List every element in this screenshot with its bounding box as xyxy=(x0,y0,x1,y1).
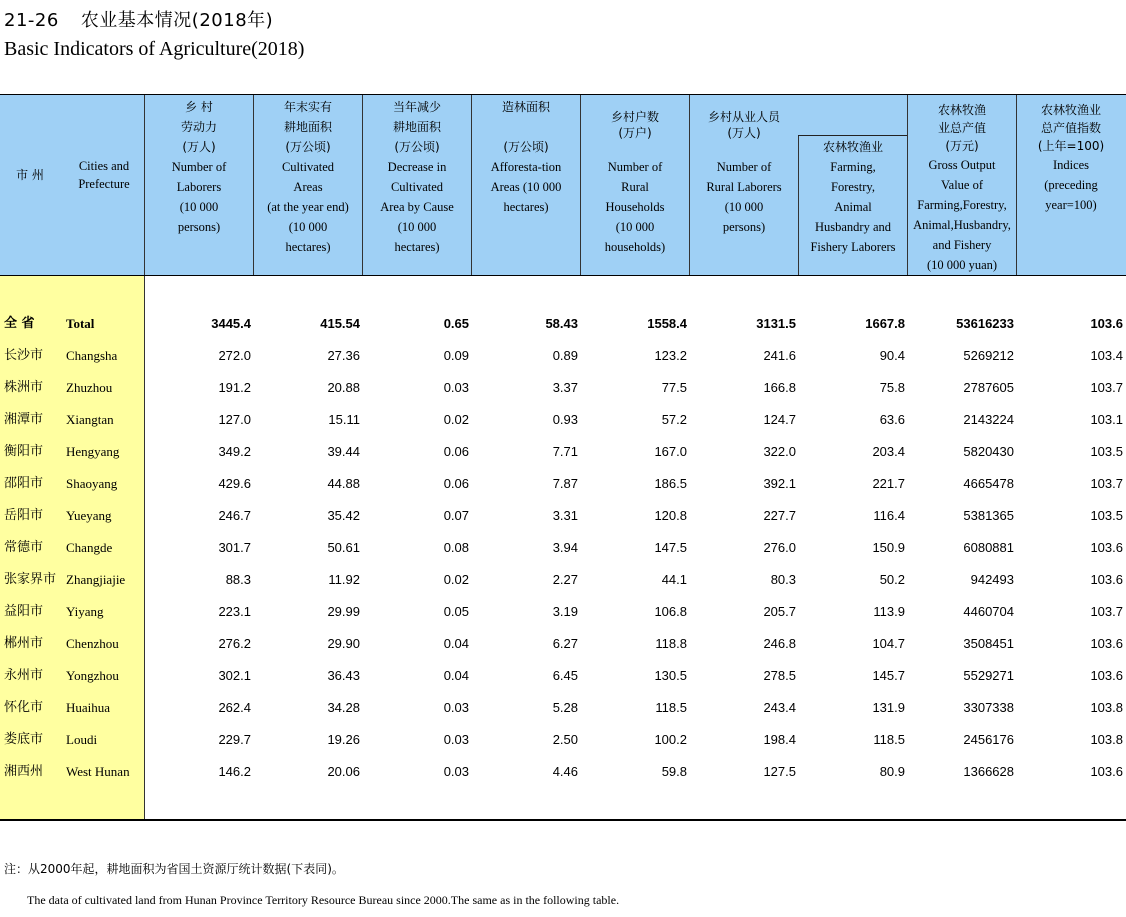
table-cell: 0.02 xyxy=(443,572,469,587)
header-divider xyxy=(144,95,145,275)
table-cell: 118.5 xyxy=(655,700,687,715)
header-divider xyxy=(907,95,908,275)
table-cell: 75.8 xyxy=(879,380,905,395)
table-cell: 50.61 xyxy=(327,540,360,555)
row-name-cn: 全 省 xyxy=(4,316,35,331)
h-c9-en3: year=100) xyxy=(1045,198,1097,212)
table-cell: 80.9 xyxy=(879,764,905,779)
header-divider xyxy=(253,95,254,275)
table-cell: 36.43 xyxy=(327,668,360,683)
table-cell: 5381365 xyxy=(963,508,1014,523)
h-c7-en1: Farming, xyxy=(830,160,876,174)
table-cell: 27.36 xyxy=(327,348,360,363)
h-c8-en2: Value of xyxy=(941,178,983,192)
table-cell: 429.6 xyxy=(218,476,251,491)
table-cell: 103.8 xyxy=(1090,732,1123,747)
header-divider xyxy=(689,95,690,275)
table-cell: 103.1 xyxy=(1090,412,1123,427)
row-name-en: Total xyxy=(66,316,95,331)
table-cell: 1366628 xyxy=(963,764,1014,779)
table-row xyxy=(0,628,1126,660)
h-c5-cn2: (万户) xyxy=(618,126,652,140)
table-cell: 80.3 xyxy=(770,572,796,587)
table-cell: 198.4 xyxy=(763,732,796,747)
row-name-en: Huaihua xyxy=(66,700,111,715)
h-c5-cn1: 乡村户数 xyxy=(610,110,659,124)
row-name-en: Shaoyang xyxy=(66,476,118,491)
table-cell: 127.0 xyxy=(218,412,251,427)
row-name-cn: 益阳市 xyxy=(4,604,44,619)
table-cell: 243.4 xyxy=(763,700,796,715)
h-c2-cn1: 年末实有 xyxy=(283,100,332,114)
table-cell: 278.5 xyxy=(763,668,796,683)
table-cell: 103.7 xyxy=(1090,604,1123,619)
table-cell: 1558.4 xyxy=(647,316,687,331)
table-cell: 4.46 xyxy=(552,764,578,779)
h-c2-en3: (at the year end) xyxy=(267,200,349,214)
table-row xyxy=(0,308,1126,340)
h-c3-en5: hectares) xyxy=(394,240,440,254)
table-row xyxy=(0,532,1126,564)
row-name-en: West Hunan xyxy=(66,764,130,779)
h-c4-en2: Areas (10 000 xyxy=(490,180,562,194)
table-cell: 118.5 xyxy=(873,732,905,747)
table-cell: 50.2 xyxy=(879,572,905,587)
table-number: 21-26 xyxy=(4,10,59,31)
h-c6-cn2: (万人) xyxy=(727,126,761,140)
table-cell: 77.5 xyxy=(661,380,687,395)
h-c7-en4: Husbandry and xyxy=(814,220,892,234)
header-col-afforestation xyxy=(472,97,580,277)
h-c1-cn1: 乡 村 xyxy=(185,100,213,114)
h-c1-en2: Laborers xyxy=(176,180,222,194)
h-c2-en4: (10 000 xyxy=(288,220,328,234)
row-name-cn: 娄底市 xyxy=(4,732,44,747)
table-cell: 5.28 xyxy=(552,700,578,715)
header-city-en-line2: Prefecture xyxy=(78,177,130,191)
row-name-en: Yongzhou xyxy=(66,668,119,683)
table-cell: 5529271 xyxy=(963,668,1014,683)
header-bottom-border xyxy=(0,275,1126,276)
row-name-cn: 郴州市 xyxy=(4,636,44,651)
table-cell: 0.03 xyxy=(443,764,469,779)
header-divider xyxy=(362,95,363,275)
h-c8-en1: Gross Output xyxy=(928,158,996,172)
h-c9-en2: (preceding xyxy=(1044,178,1098,192)
table-cell: 3.31 xyxy=(552,508,578,523)
table-cell: 3445.4 xyxy=(211,316,251,331)
table-cell: 3508451 xyxy=(963,636,1014,651)
table-cell: 276.2 xyxy=(218,636,251,651)
table-cell: 7.71 xyxy=(552,444,578,459)
table-cell: 2787605 xyxy=(963,380,1014,395)
h-c7-en5: Fishery Laborers xyxy=(810,240,896,254)
table-row xyxy=(0,564,1126,596)
h-c8-cn3: (万元) xyxy=(945,139,979,153)
row-name-cn: 永州市 xyxy=(4,668,44,683)
table-cell: 0.06 xyxy=(443,444,469,459)
h-c6-en2: Rural Laborers xyxy=(706,180,782,194)
table-cell: 6.45 xyxy=(552,668,578,683)
table-row xyxy=(0,756,1126,788)
header-col-rural-laborers xyxy=(690,107,798,287)
table-cell: 4665478 xyxy=(963,476,1014,491)
table-cell: 103.6 xyxy=(1090,316,1123,331)
table-cell: 2143224 xyxy=(963,412,1014,427)
table-cell: 5820430 xyxy=(963,444,1014,459)
table-cell: 0.03 xyxy=(443,700,469,715)
table-cell: 15.11 xyxy=(328,412,360,427)
table-row xyxy=(0,500,1126,532)
table-cell: 246.8 xyxy=(763,636,796,651)
table-row xyxy=(0,596,1126,628)
h-c9-cn2: 总产值指数 xyxy=(1040,121,1101,135)
table-cell: 123.2 xyxy=(654,348,687,363)
h-c6-cn1: 乡村从业人员 xyxy=(707,110,780,124)
h-c7-en2: Forestry, xyxy=(831,180,875,194)
table-cell: 116.4 xyxy=(873,508,905,523)
table-cell: 103.6 xyxy=(1090,572,1123,587)
table-cell: 942493 xyxy=(970,572,1014,587)
table-cell: 29.99 xyxy=(327,604,360,619)
table-cell: 146.2 xyxy=(218,764,251,779)
row-name-cn: 湘潭市 xyxy=(4,412,44,427)
table-cell: 103.4 xyxy=(1090,348,1123,363)
row-name-en: Changsha xyxy=(66,348,118,363)
header-col-laborers xyxy=(145,97,253,277)
table-row xyxy=(0,468,1126,500)
table-cell: 0.89 xyxy=(552,348,578,363)
table-cell: 229.7 xyxy=(218,732,251,747)
table-cell: 53616233 xyxy=(956,316,1014,331)
row-name-en: Yueyang xyxy=(66,508,112,523)
header-divider xyxy=(1016,95,1017,275)
h-c3-cn3: (万公顷) xyxy=(394,140,440,154)
row-name-en: Zhangjiajie xyxy=(66,572,126,587)
row-name-cn: 株洲市 xyxy=(4,380,44,395)
table-cell: 3.94 xyxy=(552,540,578,555)
table-cell: 1667.8 xyxy=(865,316,905,331)
table-cell: 113.9 xyxy=(873,604,905,619)
table-cell: 223.1 xyxy=(218,604,251,619)
table-cell: 272.0 xyxy=(218,348,251,363)
table-cell: 392.1 xyxy=(763,476,796,491)
table-cell: 2456176 xyxy=(963,732,1014,747)
row-name-cn: 怀化市 xyxy=(4,700,44,715)
table-cell: 29.90 xyxy=(327,636,360,651)
table-cell: 150.9 xyxy=(872,540,905,555)
table-title-en: Basic Indicators of Agriculture(2018) xyxy=(4,38,305,60)
table-cell: 147.5 xyxy=(654,540,687,555)
table-cell: 35.42 xyxy=(327,508,360,523)
h-c6-en1: Number of xyxy=(716,160,772,174)
table-cell: 63.6 xyxy=(879,412,905,427)
table-cell: 186.5 xyxy=(654,476,687,491)
table-row xyxy=(0,372,1126,404)
h-c1-cn2: 劳动力 xyxy=(180,120,217,134)
table-row xyxy=(0,660,1126,692)
row-name-cn: 衡阳市 xyxy=(4,444,44,459)
table-cell: 262.4 xyxy=(218,700,251,715)
header-col-gross-output xyxy=(908,101,1016,281)
h-c1-en4: persons) xyxy=(177,220,221,234)
row-name-en: Xiangtan xyxy=(66,412,114,427)
row-name-en: Changde xyxy=(66,540,113,555)
table-cell: 44.88 xyxy=(327,476,360,491)
h-c4-cn2: (万公顷) xyxy=(503,140,549,154)
row-name-en: Yiyang xyxy=(66,604,104,619)
table-cell: 167.0 xyxy=(654,444,687,459)
row-name-cn: 湘西州 xyxy=(4,764,44,779)
table-cell: 301.7 xyxy=(218,540,251,555)
h-c1-cn3: (万人) xyxy=(182,140,216,154)
table-cell: 205.7 xyxy=(763,604,796,619)
h-c2-en5: hectares) xyxy=(285,240,331,254)
table-cell: 415.54 xyxy=(320,316,360,331)
h-c8-cn2: 业总产值 xyxy=(937,121,986,135)
table-cell: 103.7 xyxy=(1090,476,1123,491)
h-c6-en4: persons) xyxy=(722,220,766,234)
header-col-cultivated xyxy=(254,97,362,277)
table-cell: 103.5 xyxy=(1090,444,1123,459)
table-cell: 3131.5 xyxy=(756,316,796,331)
row-name-en: Chenzhou xyxy=(66,636,119,651)
footnote-en: The data of cultivated land from Hunan Province Territory Resource Bureau since 2000.The same as in the following table. xyxy=(27,893,620,907)
row-name-cn: 张家界市 xyxy=(4,572,57,587)
table-cell: 131.9 xyxy=(872,700,905,715)
h-c3-en2: Cultivated xyxy=(390,180,444,194)
table-cell: 276.0 xyxy=(763,540,796,555)
table-cell: 166.8 xyxy=(763,380,796,395)
h-c8-en3: Farming,Forestry, xyxy=(917,198,1007,212)
table-cell: 100.2 xyxy=(654,732,687,747)
table-cell: 58.43 xyxy=(545,316,578,331)
table-bottom-border xyxy=(0,819,1126,821)
table-row xyxy=(0,436,1126,468)
h-c4-en3: hectares) xyxy=(503,200,549,214)
table-cell: 103.8 xyxy=(1090,700,1123,715)
table-cell: 3307338 xyxy=(963,700,1014,715)
table-cell: 103.5 xyxy=(1090,508,1123,523)
table-cell: 6080881 xyxy=(963,540,1014,555)
h-c3-cn1: 当年减少 xyxy=(392,100,441,114)
table-cell: 106.8 xyxy=(654,604,687,619)
table-cell: 0.03 xyxy=(443,380,469,395)
h-c8-en5: and Fishery xyxy=(932,238,992,252)
h-c9-cn1: 农林牧渔业 xyxy=(1040,103,1101,117)
table-cell: 203.4 xyxy=(872,444,905,459)
table-cell: 57.2 xyxy=(661,412,687,427)
table-cell: 322.0 xyxy=(763,444,796,459)
h-c4-en1: Afforesta-tion xyxy=(490,160,562,174)
h-c5-en1: Number of xyxy=(607,160,663,174)
h-c3-en3: Area by Cause xyxy=(380,200,454,214)
table-row xyxy=(0,404,1126,436)
table-cell: 19.26 xyxy=(327,732,360,747)
header-col-households xyxy=(581,107,689,287)
table-cell: 103.6 xyxy=(1090,764,1123,779)
table-cell: 0.04 xyxy=(443,636,469,651)
table-row xyxy=(0,724,1126,756)
table-cell: 103.6 xyxy=(1090,668,1123,683)
table-cell: 4460704 xyxy=(963,604,1014,619)
table-cell: 6.27 xyxy=(552,636,578,651)
table-header xyxy=(0,95,1126,275)
h-c5-en5: households) xyxy=(604,240,666,254)
table-cell: 103.6 xyxy=(1090,540,1123,555)
table-cell: 39.44 xyxy=(327,444,360,459)
header-subdivider xyxy=(798,135,907,136)
table-cell: 302.1 xyxy=(218,668,251,683)
h-c7-cn1: 农林牧渔业 xyxy=(822,140,883,154)
table-cell: 103.6 xyxy=(1090,636,1123,651)
table-cell: 120.8 xyxy=(654,508,687,523)
h-c8-cn1: 农林牧渔 xyxy=(937,103,986,117)
table-cell: 0.08 xyxy=(443,540,469,555)
table-cell: 34.28 xyxy=(327,700,360,715)
table-cell: 2.50 xyxy=(552,732,578,747)
row-name-cn: 长沙市 xyxy=(4,348,44,363)
table-cell: 221.7 xyxy=(872,476,905,491)
table-cell: 88.3 xyxy=(225,572,251,587)
footnote-cn: 注：从2000年起，耕地面积为省国土资源厅统计数据(下表同)。 xyxy=(4,862,344,876)
header-divider xyxy=(798,135,799,275)
table-cell: 3.19 xyxy=(552,604,578,619)
h-c9-cn3: (上年=100) xyxy=(1037,139,1105,153)
table-cell: 11.92 xyxy=(328,572,360,587)
table-cell: 0.02 xyxy=(443,412,469,427)
table-cell: 20.88 xyxy=(327,380,360,395)
table-cell: 103.7 xyxy=(1090,380,1123,395)
table-cell: 124.7 xyxy=(763,412,796,427)
row-name-cn: 岳阳市 xyxy=(4,508,44,523)
h-c5-en3: Households xyxy=(605,200,665,214)
row-name-en: Hengyang xyxy=(66,444,120,459)
table-cell: 130.5 xyxy=(654,668,687,683)
header-divider xyxy=(580,95,581,275)
h-c3-cn2: 耕地面积 xyxy=(392,120,441,134)
h-c3-en1: Decrease in xyxy=(387,160,447,174)
header-city-en xyxy=(66,157,142,197)
table-cell: 0.06 xyxy=(443,476,469,491)
h-c3-en4: (10 000 xyxy=(397,220,437,234)
table-cell: 127.5 xyxy=(763,764,796,779)
row-name-cn: 常德市 xyxy=(4,540,44,555)
table-cell: 241.6 xyxy=(763,348,796,363)
table-cell: 90.4 xyxy=(879,348,905,363)
table-cell: 118.8 xyxy=(655,636,687,651)
table-cell: 59.8 xyxy=(661,764,687,779)
table-cell: 7.87 xyxy=(552,476,578,491)
header-city-en-line1: Cities and xyxy=(78,159,130,173)
table-cell: 0.07 xyxy=(443,508,469,523)
header-city-cn xyxy=(0,155,60,195)
h-c9-en1: Indices xyxy=(1052,158,1090,172)
table-title-cn xyxy=(4,6,273,32)
table-cell: 0.05 xyxy=(443,604,469,619)
h-c8-en4: Animal,Husbandry, xyxy=(913,218,1011,232)
table-cell: 0.65 xyxy=(443,316,469,331)
table-cell: 349.2 xyxy=(218,444,251,459)
header-col-decrease xyxy=(363,97,471,277)
h-c2-en2: Areas xyxy=(293,180,323,194)
table-cell: 0.04 xyxy=(443,668,469,683)
table-cell: 3.37 xyxy=(552,380,578,395)
table-row xyxy=(0,340,1126,372)
header-col-farming-laborers xyxy=(799,137,907,317)
table-cell: 20.06 xyxy=(327,764,360,779)
header-city-cn-text: 市 州 xyxy=(16,168,44,182)
h-c6-en3: (10 000 xyxy=(724,200,764,214)
table-cell: 0.09 xyxy=(443,348,469,363)
h-c1-en1: Number of xyxy=(171,160,227,174)
row-name-en: Loudi xyxy=(66,732,98,747)
h-c8-en6: (10 000 yuan) xyxy=(926,258,998,272)
header-col-indices xyxy=(1017,101,1125,281)
table-cell: 2.27 xyxy=(552,572,578,587)
row-name-cn: 邵阳市 xyxy=(4,476,44,491)
h-c1-en3: (10 000 xyxy=(179,200,219,214)
table-cell: 145.7 xyxy=(872,668,905,683)
table-cell: 227.7 xyxy=(763,508,796,523)
table-cell: 5269212 xyxy=(963,348,1014,363)
h-c5-en2: Rural xyxy=(621,180,649,194)
h-c2-cn3: (万公顷) xyxy=(285,140,331,154)
table-cell: 0.03 xyxy=(443,732,469,747)
table-row xyxy=(0,692,1126,724)
h-c7-en3: Animal xyxy=(834,200,872,214)
table-cell: 246.7 xyxy=(218,508,251,523)
table-cell: 0.93 xyxy=(552,412,578,427)
header-divider xyxy=(471,95,472,275)
title-cn-text: 农业基本情况(2018年) xyxy=(80,10,274,31)
h-c5-en4: (10 000 xyxy=(615,220,655,234)
table-cell: 191.2 xyxy=(218,380,251,395)
table-cell: 104.7 xyxy=(872,636,905,651)
h-c2-cn2: 耕地面积 xyxy=(283,120,332,134)
h-c2-en1: Cultivated xyxy=(281,160,335,174)
h-c4-cn1: 造林面积 xyxy=(501,100,550,114)
table-cell: 44.1 xyxy=(661,572,687,587)
row-name-en: Zhuzhou xyxy=(66,380,113,395)
